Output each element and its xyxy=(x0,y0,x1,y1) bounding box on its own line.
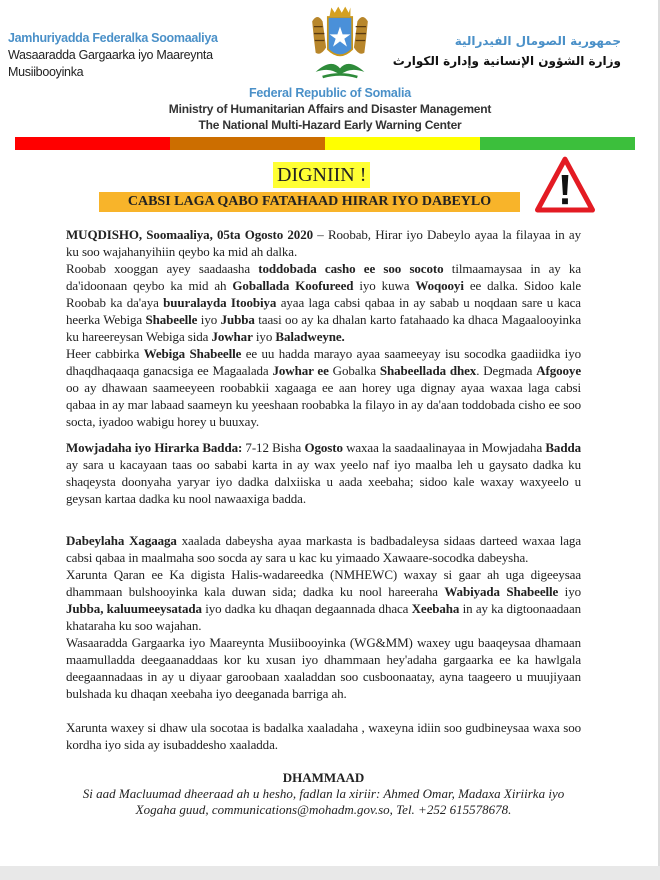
bold-text-run: Woqooyi xyxy=(415,278,464,293)
text-run: – Roobab, Hirar iyo Dabeylo ayaa la filayaa in ay ku soo wajahanyihiin qeybo ka mid ah dalka. xyxy=(66,227,581,259)
text-run: ayaa laga cabsi qabaa in ay sabab u noqdaan sare u kaca heerka Webiga xyxy=(66,295,581,327)
text-run: . Degmada xyxy=(476,363,537,378)
contact-line-2: Xogaha guud, communications@mohadm.gov.so, Tel. +252 615578678. xyxy=(135,802,512,817)
republic-name-arabic: جمهورية الصومال الفيدرالية xyxy=(454,34,621,48)
alert-level-orange xyxy=(170,137,325,150)
header-right xyxy=(393,31,621,71)
text-run: waxaa la saadaalinayaa in Mowjadaha xyxy=(342,440,546,455)
bold-text-run: Shabeellada dhex xyxy=(379,363,477,378)
text-run: ay sara u kacayaan taas oo sababi karta in ay wax yeelo naf iyo maalba leh u gaysato dadka ku shaqeysta doonyaha yaryar iyo dadka dalxiiska u aada xeebaha; sidoo kale waxay waxyeelo u geysan kartaa dadka ku nool nawaaxiga badda. xyxy=(66,457,581,506)
paragraph xyxy=(66,634,581,702)
bold-text-run: Badda xyxy=(545,440,581,455)
text-run: 7-12 Bisha xyxy=(242,440,305,455)
ministry-name-arabic: وزارة الشؤون الإنسانية وإدارة الكوارث xyxy=(392,54,621,68)
paragraph xyxy=(66,345,581,430)
footer xyxy=(66,770,581,818)
text-run: Wasaaradda Gargaarka iyo Maareynta Musiibooyinka (WG&MM) waxey ugu baaqeysaa dhamaan maamulladda deegaanaddaas kor ku xusan iyo dhammaan hey'adaha gargaarka ee ka hawlgala deegaannadaas in ay u diyaar garoobaan xaaladdan soo cusboonaatay, ayna taageero u muujiyaan bulshada ku dhaqan xeebaha iyo deeganada barriga ah. xyxy=(66,635,581,701)
text-run: iyo xyxy=(558,584,581,599)
text-run: Gobalka xyxy=(328,363,380,378)
end-marker: DHAMMAAD xyxy=(282,770,365,785)
alert-level-yellow xyxy=(325,137,480,150)
republic-name-somali: Jamhuriyadda Federalka Soomaaliya xyxy=(8,31,218,45)
press-release-body xyxy=(66,226,581,753)
warning-title: DIGNIIN ! xyxy=(273,162,370,188)
text-run: iyo xyxy=(197,312,221,327)
bold-text-run: toddobada casho ee soo socoto xyxy=(258,261,444,276)
text-run: in ay ka digtoonaadaan khataraha ku soo wajahan. xyxy=(66,601,582,633)
bold-text-run: Wabiyada Shabeelle xyxy=(444,584,559,599)
bold-text-run: Shabeelle xyxy=(145,312,198,327)
bold-text-run: Baladweyne. xyxy=(275,329,345,344)
alert-level-red xyxy=(15,137,170,150)
bold-text-run: Mowjadaha iyo Hirarka Badda: xyxy=(66,440,243,455)
bold-text-run: Jowhar xyxy=(211,329,253,344)
ministry-name-somali: Wasaaradda Gargaarka iyo Maareynta xyxy=(8,48,213,62)
coat-of-arms-icon xyxy=(292,4,388,84)
ministry-name-somali-cont: Musiibooyinka xyxy=(8,65,84,79)
text-run: oo ay dhawaan saameeyeen roobabkii xagaaga ee aan horey uga dignay ayaa waxaa laga cabsi qabaa in ay mar labaad saameyn ku yeeshaan roobabka la filayo in ay da'aan toddobada cisho ee soo socta, iyadoo wabigu horey u buuxay. xyxy=(66,380,581,429)
text-run: iyo dadka ku dhaqan degaannada dhaca xyxy=(201,601,412,616)
viewer-background xyxy=(0,866,660,880)
text-run: Heer cabbirka xyxy=(66,346,144,361)
warning-triangle-icon xyxy=(530,155,600,215)
paragraph xyxy=(66,532,581,566)
text-run: Xarunta waxey si dhaw ula socotaa is badalka xaaladaha , waxeyna idiin soo gudbineysaa waxa soo kordha iyo sida ay isubaddesho xaaladda. xyxy=(66,720,581,752)
text-run: iyo xyxy=(252,329,276,344)
contact-line-1: Si aad Macluumad dheeraad ah u hesho, fadlan la xiriir: Ahmed Omar, Madaxa Xiriirka iyo xyxy=(82,786,565,801)
alert-level-green xyxy=(480,137,635,150)
paragraph xyxy=(66,719,581,753)
paragraph xyxy=(66,439,581,507)
center-title: The National Multi-Hazard Early Warning Center xyxy=(198,118,462,132)
bold-text-run: buuralayda Itoobiya xyxy=(163,295,277,310)
text-run: tilmaamaysaa in ay ka da'idoonaan qeybo ka mid ah xyxy=(66,261,581,293)
bold-text-run: Webiga Shabeelle xyxy=(143,346,242,361)
header-left xyxy=(8,30,218,81)
text-run: Roobab xooggan ayey saadaasha xyxy=(66,261,259,276)
paragraph xyxy=(66,566,581,634)
paragraph xyxy=(66,260,581,345)
paragraph xyxy=(66,226,581,260)
bold-text-run: Afgooye xyxy=(536,363,582,378)
text-run: iyo kuwa xyxy=(353,278,416,293)
bold-text-run: Jubba xyxy=(220,312,255,327)
text-run: taasi oo ay ka dhalan karto fatahaado ka dhaca Magaalooyinka ku hareereysan Webiga sida xyxy=(66,312,582,344)
bold-text-run: Jubba, kaluumeeysatada xyxy=(66,601,202,616)
bold-text-run: Ogosto xyxy=(304,440,343,455)
warning-subtitle: CABSI LAGA QABO FATAHAAD HIRAR IYO DABEYLO xyxy=(99,192,520,212)
federal-republic-title: Federal Republic of Somalia xyxy=(248,86,411,100)
text-run: ee uu hadda marayo ayaa saameeyay isu socodka gaadiidka iyo dhaqdhaqaaqa ganacsiga ee Magaalada xyxy=(66,346,581,378)
ministry-title: Ministry of Humanitarian Affairs and Disaster Management xyxy=(168,102,492,116)
bold-text-run: Xeebaha xyxy=(411,601,460,616)
content-flow xyxy=(66,226,581,818)
text-run: ee dalka. Sidoo kale Roobab ka da'aya xyxy=(66,278,582,310)
text-run: xaalada dabeysha ayaa markasta is badbadaleysa sidaas darteed waxaa laga cabsi qabaa in maalmaha soo socda ay sara u kac ku yimaado Xawaare-socodka dabeysha. xyxy=(66,533,582,565)
bold-text-run: Goballada Koofureed xyxy=(232,278,354,293)
bold-text-run: Dabeylaha Xagaaga xyxy=(66,533,177,548)
bold-text-run: Jowhar ee xyxy=(272,363,329,378)
text-run: Xarunta Qaran ee Ka digista Halis-wadareedka (NMHEWC) waxay si gaar ah uga digeeysaa dhammaan bulshooyinka kala duwan sida; dadka ku nool hareeraha xyxy=(66,567,581,599)
bold-text-run: MUQDISHO, Soomaaliya, 05ta Ogosto 2020 xyxy=(66,227,313,242)
